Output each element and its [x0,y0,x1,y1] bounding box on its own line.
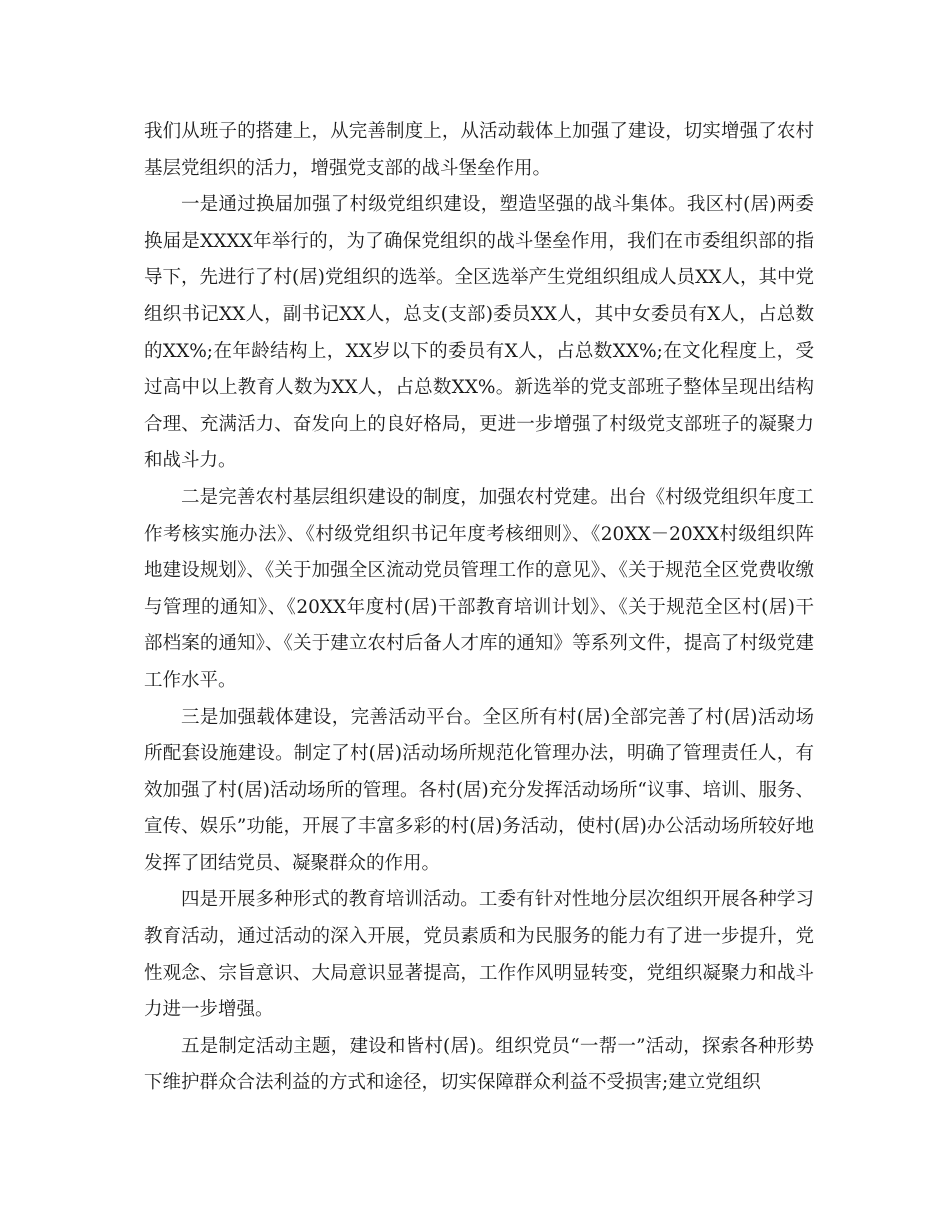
paragraph-regulations: 二是完善农村基层组织建设的制度，加强农村党建。出台《村级党组织年度工作考核实施办法》、《村级党组织书记年度考核细则》、《20XX－20XX村级组织阵地建设规划》、《关于加强全区流动党员管理工作的意见》、《关于规范全区党费收缴与管理的通知》、《20XX年度村(居)干部教育培训计划》、《关于规范全区村(居)干部档案的通知》、《关于建立农村后备人才库的通知》等系列文件，提高了村级党建工作水平。 [144,486,814,691]
paragraph-theme: 五是制定活动主题，建设和皆村(居)。组织党员“一帮一”活动，探索各种形势下维护群众合法利益的方式和途径，切实保障群众利益不受损害;建立党组织 [144,1035,814,1094]
paragraph-platform: 三是加强载体建设，完善活动平台。全区所有村(居)全部完善了村(居)活动场所配套设施建设。制定了村(居)活动场所规范化管理办法，明确了管理责任人，有效加强了村(居)活动场所的管理。各村(居)充分发挥活动场所“议事、培训、服务、宣传、娱乐”功能，开展了丰富多彩的村(居)务活动，使村(居)办公活动场所较好地发挥了团结党员、凝聚群众的作用。 [144,706,814,874]
paragraph-training: 四是开展多种形式的教育培训活动。工委有针对性地分层次组织开展各种学习教育活动，通过活动的深入开展，党员素质和为民服务的能力有了进一步提升，党性观念、宗旨意识、大局意识显著提高，工作作风明显转变，党组织凝聚力和战斗力进一步增强。 [144,889,814,1021]
paragraph-continuation: 我们从班子的搭建上，从完善制度上，从活动载体上加强了建设，切实增强了农村基层党组织的活力，增强党支部的战斗堡垒作用。 [144,121,814,179]
body-text [144,114,814,1102]
paragraph-election: 一是通过换届加强了村级党组织建设，塑造坚强的战斗集体。我区村(居)两委换届是XXXX年举行的，为了确保党组织的战斗堡垒作用，我们在市委组织部的指导下，先进行了村(居)党组织的选举。全区选举产生党组织组成人员XX人，其中党组织书记XX人，副书记XX人，总支(支部)委员XX人，其中女委员有X人，占总数的XX%;在年龄结构上，XX岁以下的委员有X人，占总数XX%;在文化程度上，受过高中以上教育人数为XX人，占总数XX%。新选举的党支部班子整体呈现出结构合理、充满活力、奋发向上的良好格局，更进一步增强了村级党支部班子的凝聚力和战斗力。 [144,194,814,472]
